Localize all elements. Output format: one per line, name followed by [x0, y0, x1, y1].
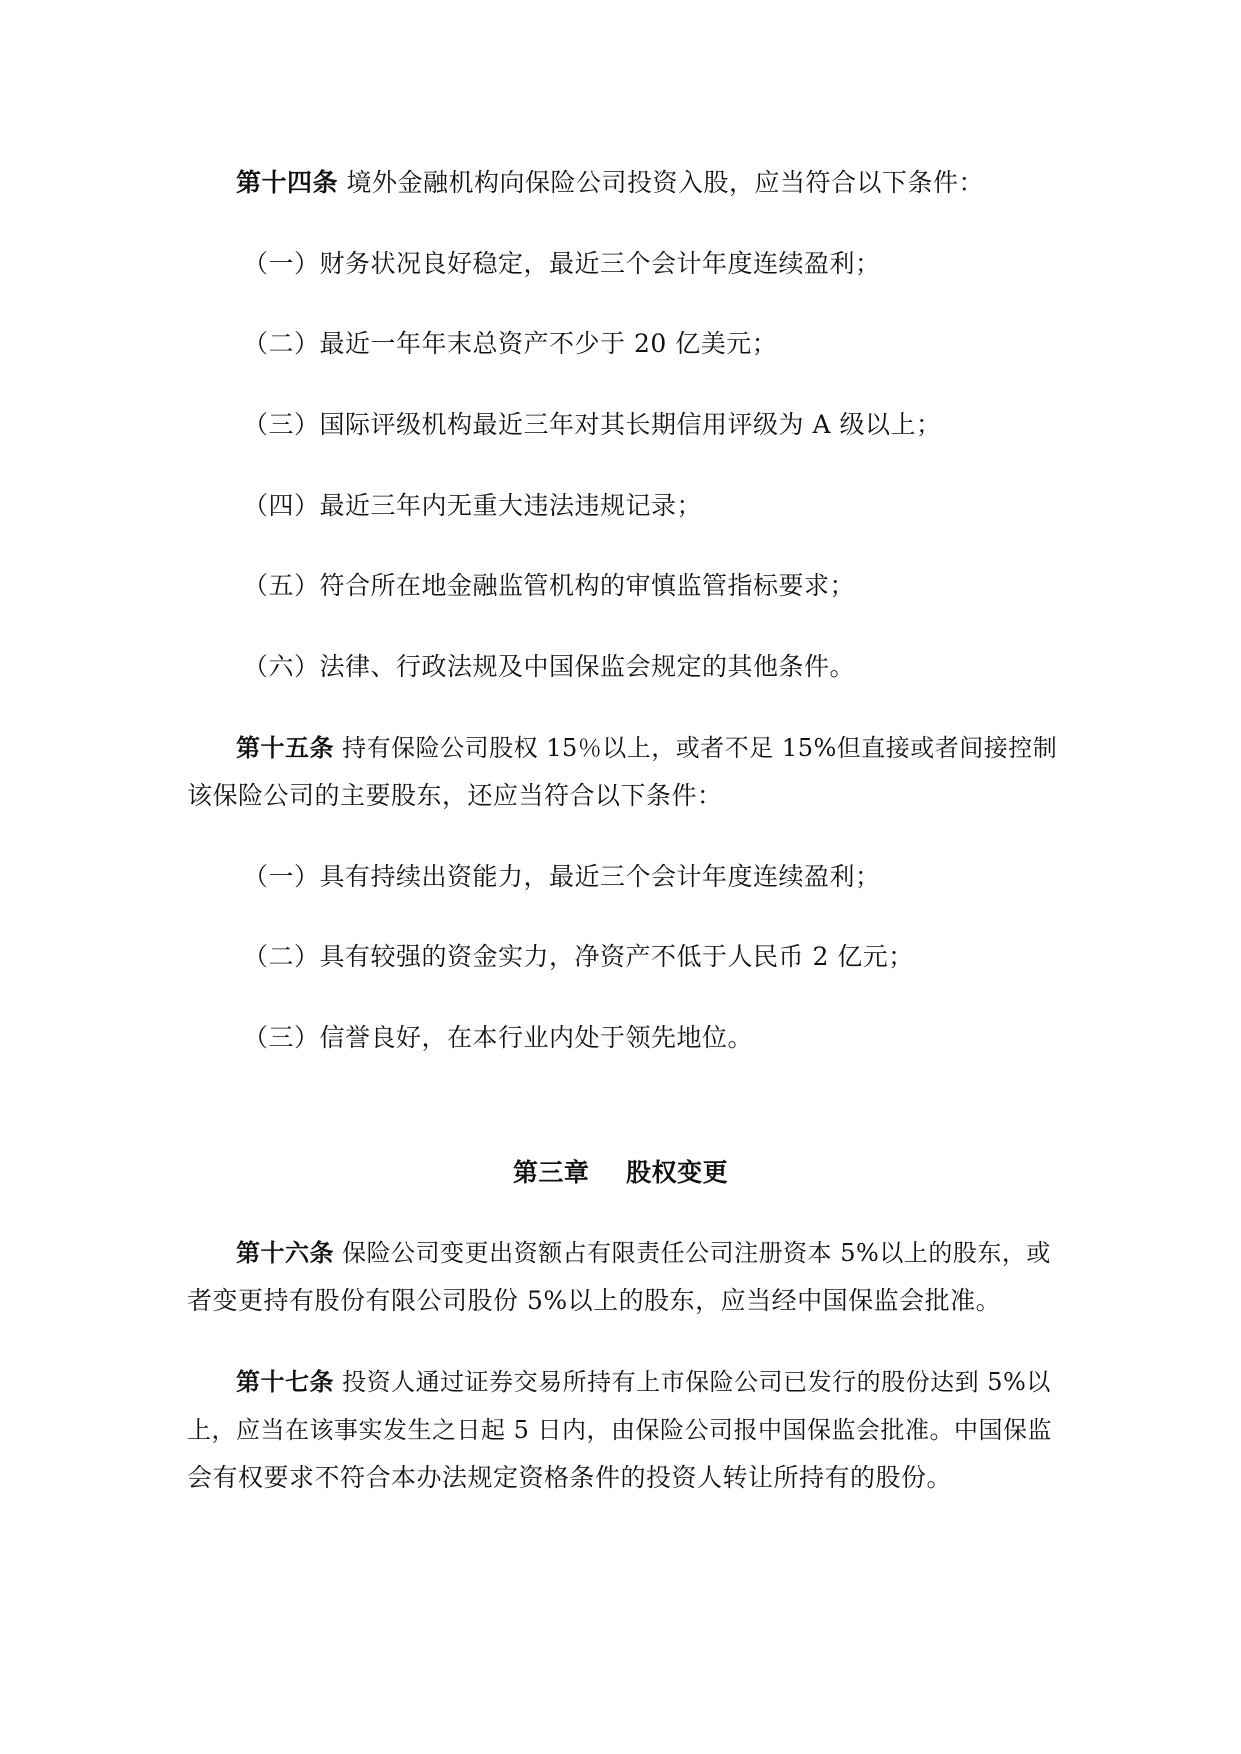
- article-14-item-4: （四）最近三年内无重大违法违规记录；: [243, 491, 703, 520]
- article-17-text-line-1: 投资人通过证券交易所持有上市保险公司已发行的股份达到 5%以: [342, 1368, 1051, 1396]
- article-16-heading: 第十六条: [236, 1238, 334, 1267]
- article-14-text: 境外金融机构向保险公司投资入股，应当符合以下条件：: [346, 168, 984, 197]
- article-15-line-2: 该保险公司的主要股东，还应当符合以下条件：: [187, 781, 723, 810]
- article-17-line-3: 会有权要求不符合本办法规定资格条件的投资人转让所持有的股份。: [187, 1463, 953, 1492]
- article-15-item-2: （二）具有较强的资金实力，净资产不低于人民币 2 亿元；: [243, 942, 914, 971]
- article-14-heading: 第十四条: [236, 168, 339, 197]
- article-14-item-6: （六）法律、行政法规及中国保监会规定的其他条件。: [243, 652, 856, 681]
- article-14-item-5: （五）符合所在地金融监管机构的审慎监管指标要求；: [243, 571, 856, 600]
- article-15-item-3: （三）信誉良好，在本行业内处于领先地位。: [243, 1023, 754, 1052]
- article-15-item-1: （一）具有持续出资能力，最近三个会计年度连续盈利；: [243, 862, 881, 891]
- article-17-line-1: [236, 1367, 1051, 1397]
- article-15-heading: 第十五条: [236, 733, 334, 762]
- article-16-line-2: 者变更持有股份有限公司股份 5%以上的股东，应当经中国保监会批准。: [187, 1286, 1002, 1315]
- article-17-heading: 第十七条: [236, 1367, 334, 1396]
- article-14-line-1: [236, 168, 984, 198]
- article-14-item-1: （一）财务状况良好稳定，最近三个会计年度连续盈利；: [243, 249, 881, 278]
- article-15-text-line-1: 持有保险公司股权 15％以上，或者不足 15%但直接或者间接控制: [342, 734, 1058, 762]
- article-14-item-3: （三）国际评级机构最近三年对其长期信用评级为 A 级以上；: [243, 410, 942, 439]
- article-16-text-line-1: 保险公司变更出资额占有限责任公司注册资本 5%以上的股东，或: [342, 1239, 1051, 1267]
- chapter-title: 第三章 股权变更: [512, 1158, 729, 1187]
- article-16-line-1: [236, 1238, 1051, 1268]
- article-17-line-2: 上，应当在该事实发生之日起 5 日内，由保险公司报中国保监会批准。中国保监: [187, 1416, 1053, 1444]
- article-15-line-1: [236, 733, 1057, 763]
- article-14-item-2: （二）最近一年年末总资产不少于 20 亿美元；: [243, 329, 778, 358]
